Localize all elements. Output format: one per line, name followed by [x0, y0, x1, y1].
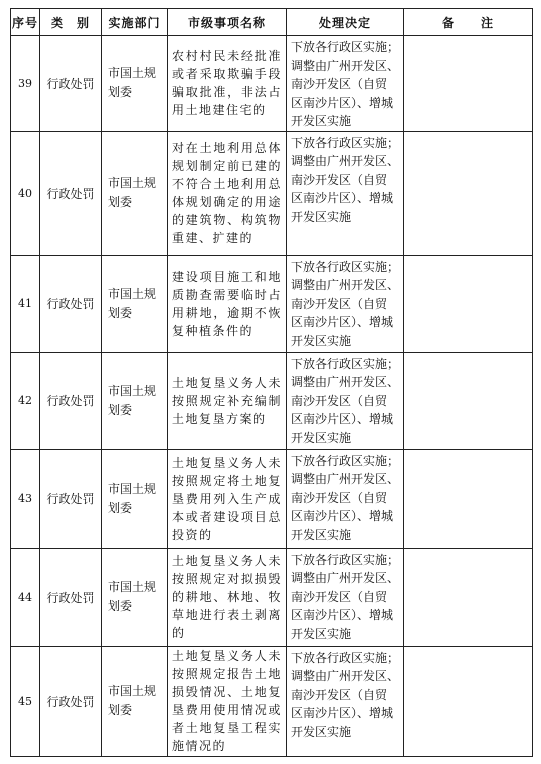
cell-seq: 42 — [11, 352, 40, 449]
cell-item-name: 土地复垦义务人未按照规定对拟损毁的耕地、林地、牧草地进行表土剥离的 — [168, 548, 287, 646]
decision-line: 开发区实施 — [291, 626, 352, 641]
decision-line: 调整由广州开发区、 — [291, 375, 399, 389]
header-seq: 序号 — [11, 9, 40, 36]
decision-line: 南沙开发区（自贸 — [291, 172, 388, 187]
cell-category: 行政处罚 — [40, 352, 102, 449]
cell-category: 行政处罚 — [40, 548, 102, 646]
decision-line: 开发区实施 — [291, 114, 352, 128]
decision-line: 南沙开发区（自贸 — [291, 77, 388, 91]
decision-line: 开发区实施 — [291, 724, 352, 739]
decision-line: 开发区实施 — [291, 430, 352, 445]
decision-line: 区南沙片区）、增城 — [291, 95, 394, 110]
cell-remarks — [404, 449, 533, 548]
cell-decision — [287, 548, 404, 646]
decision-line: 区南沙片区）、增城 — [291, 191, 394, 205]
decision-line: 开发区实施 — [291, 333, 352, 348]
cell-item-name: 农村村民未经批准或者采取欺骗手段骗取批准，非法占用土地建住宅的 — [168, 36, 287, 132]
decision-line: 南沙开发区（自贸 — [291, 687, 388, 702]
decision-line: 下放各行政区实施； — [291, 552, 399, 567]
decision-line: 区南沙片区）、增城 — [291, 509, 394, 523]
decision-line: 调整由广州开发区、 — [291, 154, 399, 168]
cell-dept: 市国土规划委 — [102, 352, 168, 449]
decision-line: 调整由广州开发区、 — [291, 472, 399, 486]
decision-line: 下放各行政区实施； — [291, 259, 399, 274]
cell-item-name: 对在土地利用总体规划制定前已建的不符合土地利用总体规划确定的用途的建筑物、构筑物重建、扩建的 — [168, 131, 287, 255]
header-decision: 处理决定 — [287, 9, 404, 36]
cell-category: 行政处罚 — [40, 646, 102, 756]
cell-remarks — [404, 352, 533, 449]
decision-line: 开发区实施 — [291, 209, 352, 224]
document-table — [10, 8, 533, 757]
decision-line: 区南沙片区）、增城 — [291, 315, 394, 329]
cell-seq: 41 — [11, 255, 40, 352]
decision-line: 南沙开发区（自贸 — [291, 589, 388, 604]
table-row — [11, 255, 533, 352]
table-header-row — [11, 9, 533, 36]
decision-line: 调整由广州开发区、 — [291, 278, 399, 292]
decision-line: 区南沙片区）、增城 — [291, 706, 394, 720]
cell-dept: 市国土规划委 — [102, 255, 168, 352]
table-row — [11, 352, 533, 449]
cell-item-name: 土地复垦义务人未按照规定将土地复垦费用列入生产成本或者建设项目总投资的 — [168, 449, 287, 548]
decision-line: 南沙开发区（自贸 — [291, 490, 388, 505]
cell-decision — [287, 352, 404, 449]
decision-line: 南沙开发区（自贸 — [291, 393, 388, 408]
cell-dept: 市国土规划委 — [102, 646, 168, 756]
cell-decision — [287, 646, 404, 756]
cell-decision — [287, 131, 404, 255]
cell-item-name: 土地复垦义务人未按照规定补充编制土地复垦方案的 — [168, 352, 287, 449]
decision-line: 下放各行政区实施； — [291, 650, 399, 665]
header-item-name: 市级事项名称 — [168, 9, 287, 36]
cell-category: 行政处罚 — [40, 36, 102, 132]
table-row — [11, 449, 533, 548]
cell-remarks — [404, 646, 533, 756]
cell-category: 行政处罚 — [40, 131, 102, 255]
cell-item-name: 土地复垦义务人未按照规定报告土地损毁情况、土地复垦费用使用情况或者土地复垦工程实施情况的 — [168, 646, 287, 756]
cell-item-name: 建设项目施工和地质勘查需要临时占用耕地，逾期不恢复种植条件的 — [168, 255, 287, 352]
cell-category: 行政处罚 — [40, 255, 102, 352]
decision-line: 区南沙片区）、增城 — [291, 608, 394, 622]
decision-line: 调整由广州开发区、 — [291, 669, 399, 683]
header-dept: 实施部门 — [102, 9, 168, 36]
cell-category: 行政处罚 — [40, 449, 102, 548]
cell-decision — [287, 36, 404, 132]
cell-decision — [287, 449, 404, 548]
cell-remarks — [404, 131, 533, 255]
cell-decision — [287, 255, 404, 352]
cell-dept: 市国土规划委 — [102, 548, 168, 646]
decision-line: 调整由广州开发区、 — [291, 58, 399, 73]
cell-dept: 市国土规划委 — [102, 36, 168, 132]
cell-seq: 40 — [11, 131, 40, 255]
table-row — [11, 131, 533, 255]
cell-remarks — [404, 548, 533, 646]
cell-dept: 市国土规划委 — [102, 449, 168, 548]
decision-line: 开发区实施 — [291, 527, 352, 542]
table-row — [11, 646, 533, 756]
cell-seq: 44 — [11, 548, 40, 646]
cell-seq: 39 — [11, 36, 40, 132]
decision-line: 区南沙片区）、增城 — [291, 412, 394, 426]
table-body — [11, 36, 533, 757]
decision-line: 调整由广州开发区、 — [291, 571, 399, 585]
cell-remarks — [404, 255, 533, 352]
cell-seq: 45 — [11, 646, 40, 756]
cell-remarks — [404, 36, 533, 132]
decision-line: 南沙开发区（自贸 — [291, 296, 388, 311]
decision-line: 下放各行政区实施； — [291, 453, 399, 468]
cell-seq: 43 — [11, 449, 40, 548]
decision-line: 下放各行政区实施； — [291, 135, 399, 150]
table-row — [11, 36, 533, 132]
cell-dept: 市国土规划委 — [102, 131, 168, 255]
decision-line: 下放各行政区实施； — [291, 356, 399, 371]
table-row — [11, 548, 533, 646]
header-category: 类 别 — [40, 9, 102, 36]
header-remarks: 备 注 — [404, 9, 533, 36]
decision-line: 下放各行政区实施； — [291, 40, 399, 54]
